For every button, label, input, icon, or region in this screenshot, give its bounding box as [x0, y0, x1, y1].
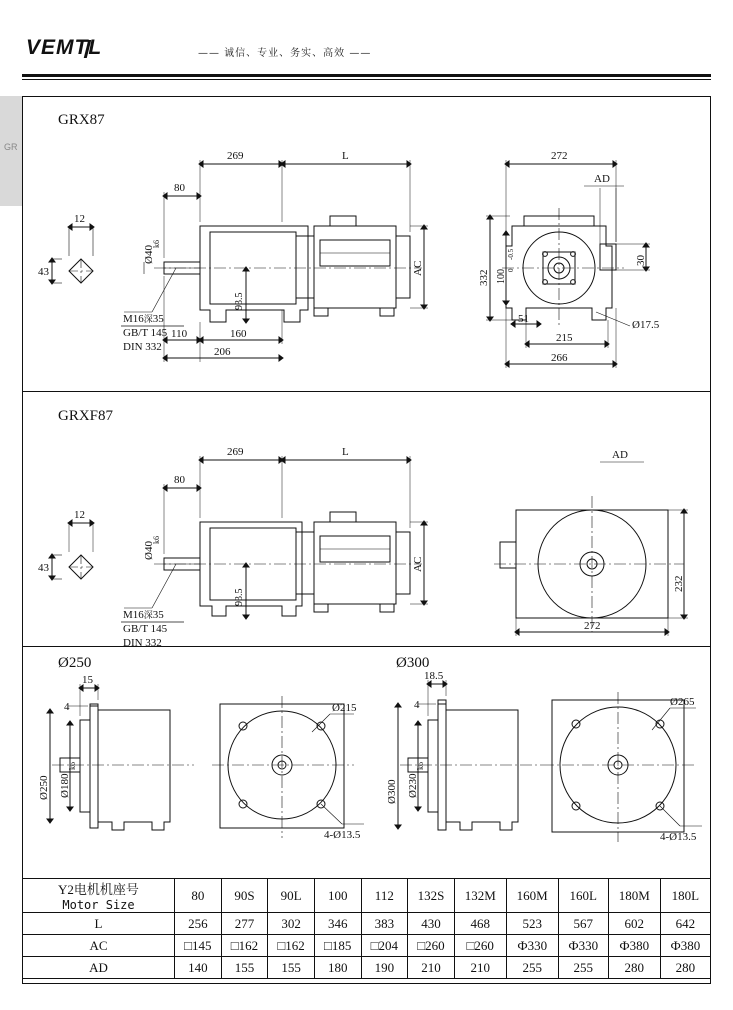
svg-text:GB/T 145: GB/T 145	[123, 327, 168, 339]
svg-text:160: 160	[230, 328, 247, 340]
svg-text:332: 332	[478, 269, 490, 286]
table-cell: 112	[361, 879, 408, 913]
svg-text:51: 51	[518, 313, 529, 325]
svg-text:0: 0	[507, 268, 515, 272]
table-cell: 210	[408, 957, 455, 979]
motor-size-table	[22, 878, 711, 979]
table-cell: 190	[361, 957, 408, 979]
svg-text:4: 4	[414, 699, 420, 711]
svg-text:Ø215: Ø215	[332, 702, 357, 714]
svg-text:Ø40: Ø40	[143, 541, 155, 560]
table-cell: 302	[268, 913, 315, 935]
svg-text:Ø17.5: Ø17.5	[632, 319, 660, 331]
brand-logo: VEMTL	[26, 36, 103, 59]
header-rule-thin	[22, 79, 711, 80]
table-row-header	[23, 879, 711, 913]
table-cell: 180L	[660, 879, 710, 913]
table-cell: 160M	[506, 879, 558, 913]
svg-text:110: 110	[171, 328, 188, 340]
table-cell: 155	[268, 957, 315, 979]
drawing-flanges	[24, 648, 711, 878]
table-cell: 90S	[221, 879, 268, 913]
table-cell: Ф380	[660, 935, 710, 957]
table-cell: 277	[221, 913, 268, 935]
table-cell: 346	[314, 913, 361, 935]
table-cell: 100	[314, 879, 361, 913]
section-title-flange250: Ø250	[58, 655, 92, 671]
table-cell: 383	[361, 913, 408, 935]
table-cell: □204	[361, 935, 408, 957]
svg-text:266: 266	[551, 352, 568, 364]
table-cell: 430	[408, 913, 455, 935]
svg-text:18.5: 18.5	[424, 670, 444, 682]
svg-text:206: 206	[214, 346, 231, 358]
table-cell: 180M	[608, 879, 660, 913]
table-cell: □260	[408, 935, 455, 957]
table-cell: Ф330	[506, 935, 558, 957]
svg-text:AC: AC	[412, 260, 424, 276]
svg-text:215: 215	[556, 332, 573, 344]
svg-text:93.5: 93.5	[234, 588, 245, 606]
svg-text:GB/T 145: GB/T 145	[123, 623, 168, 635]
svg-text:272: 272	[584, 620, 601, 632]
table-cell: 280	[608, 957, 660, 979]
table-cell: 180	[314, 957, 361, 979]
table-row	[23, 957, 711, 979]
drawing-grxf87	[24, 392, 711, 649]
svg-text:43: 43	[38, 562, 49, 574]
svg-text:DIN 332: DIN 332	[123, 637, 162, 649]
svg-text:Ø230: Ø230	[407, 773, 419, 798]
svg-text:12: 12	[74, 509, 85, 521]
svg-text:k6: k6	[68, 762, 77, 770]
svg-text:k6: k6	[152, 536, 161, 544]
table-cell: 132S	[408, 879, 455, 913]
svg-text:4-Ø13.5: 4-Ø13.5	[324, 829, 361, 841]
svg-text:DIN 332: DIN 332	[123, 341, 162, 353]
table-cell: 155	[221, 957, 268, 979]
svg-text:232: 232	[673, 575, 685, 592]
row-label-ad: AD	[23, 957, 175, 979]
svg-text:AC: AC	[412, 556, 424, 572]
table-cell: 567	[558, 913, 608, 935]
svg-text:M16深35: M16深35	[123, 313, 164, 325]
svg-text:AD: AD	[594, 173, 610, 185]
svg-text:80: 80	[174, 474, 185, 486]
svg-text:-0.5: -0.5	[507, 248, 515, 260]
table-cell: □145	[175, 935, 222, 957]
table-cell: 140	[175, 957, 222, 979]
row-header-motor-size	[23, 879, 175, 913]
table-cell: □260	[454, 935, 506, 957]
table-cell: 642	[660, 913, 710, 935]
svg-text:Ø265: Ø265	[670, 696, 695, 708]
svg-text:269: 269	[227, 446, 244, 458]
table-cell: Ф380	[608, 935, 660, 957]
table-cell: □162	[268, 935, 315, 957]
svg-text:k6: k6	[152, 240, 161, 248]
table-cell: 523	[506, 913, 558, 935]
logo-swoosh-icon	[84, 40, 114, 58]
svg-text:k6: k6	[416, 762, 425, 770]
section-title-grx87: GRX87	[58, 112, 105, 128]
table-cell: 256	[175, 913, 222, 935]
side-tab	[0, 96, 22, 206]
side-tab-label: GR	[4, 142, 18, 152]
svg-text:L: L	[342, 150, 349, 162]
svg-text:100: 100	[496, 269, 507, 284]
table-cell: 132M	[454, 879, 506, 913]
table-cell: 160L	[558, 879, 608, 913]
table-cell: □185	[314, 935, 361, 957]
svg-text:AD: AD	[612, 449, 628, 461]
svg-text:43: 43	[38, 266, 49, 278]
brand-slogan: —— 诚信、专业、务实、高效 ——	[198, 48, 372, 59]
page-header	[0, 0, 733, 78]
row-header-cn: Y2电机机座号	[58, 882, 139, 897]
table-cell: 80	[175, 879, 222, 913]
row-header-en: Motor Size	[62, 898, 135, 912]
table-row	[23, 913, 711, 935]
row-label-l: L	[23, 913, 175, 935]
svg-text:12: 12	[74, 213, 85, 225]
table-cell: 255	[506, 957, 558, 979]
svg-text:4-Ø13.5: 4-Ø13.5	[660, 831, 697, 843]
svg-text:4: 4	[64, 701, 70, 713]
row-label-ac: AC	[23, 935, 175, 957]
table-cell: 210	[454, 957, 506, 979]
table-cell: 280	[660, 957, 710, 979]
svg-text:30: 30	[635, 255, 647, 266]
svg-text:Ø250: Ø250	[38, 775, 50, 800]
section-title-flange300: Ø300	[396, 655, 430, 671]
svg-text:L: L	[342, 446, 349, 458]
svg-text:Ø40: Ø40	[143, 245, 155, 264]
drawing-grx87	[24, 96, 711, 391]
header-rule-thick	[22, 74, 711, 77]
svg-text:Ø300: Ø300	[386, 779, 398, 804]
table-cell: 255	[558, 957, 608, 979]
table-cell: 602	[608, 913, 660, 935]
svg-text:M16深35: M16深35	[123, 609, 164, 621]
table-row	[23, 935, 711, 957]
section-title-grxf87: GRXF87	[58, 408, 114, 424]
svg-text:272: 272	[551, 150, 568, 162]
svg-text:80: 80	[174, 182, 185, 194]
table-cell: 468	[454, 913, 506, 935]
svg-text:Ø180: Ø180	[59, 773, 71, 798]
table-cell: 90L	[268, 879, 315, 913]
svg-text:15: 15	[82, 674, 93, 686]
svg-text:93.5: 93.5	[234, 292, 245, 310]
svg-text:269: 269	[227, 150, 244, 162]
table-cell: Ф330	[558, 935, 608, 957]
table-cell: □162	[221, 935, 268, 957]
